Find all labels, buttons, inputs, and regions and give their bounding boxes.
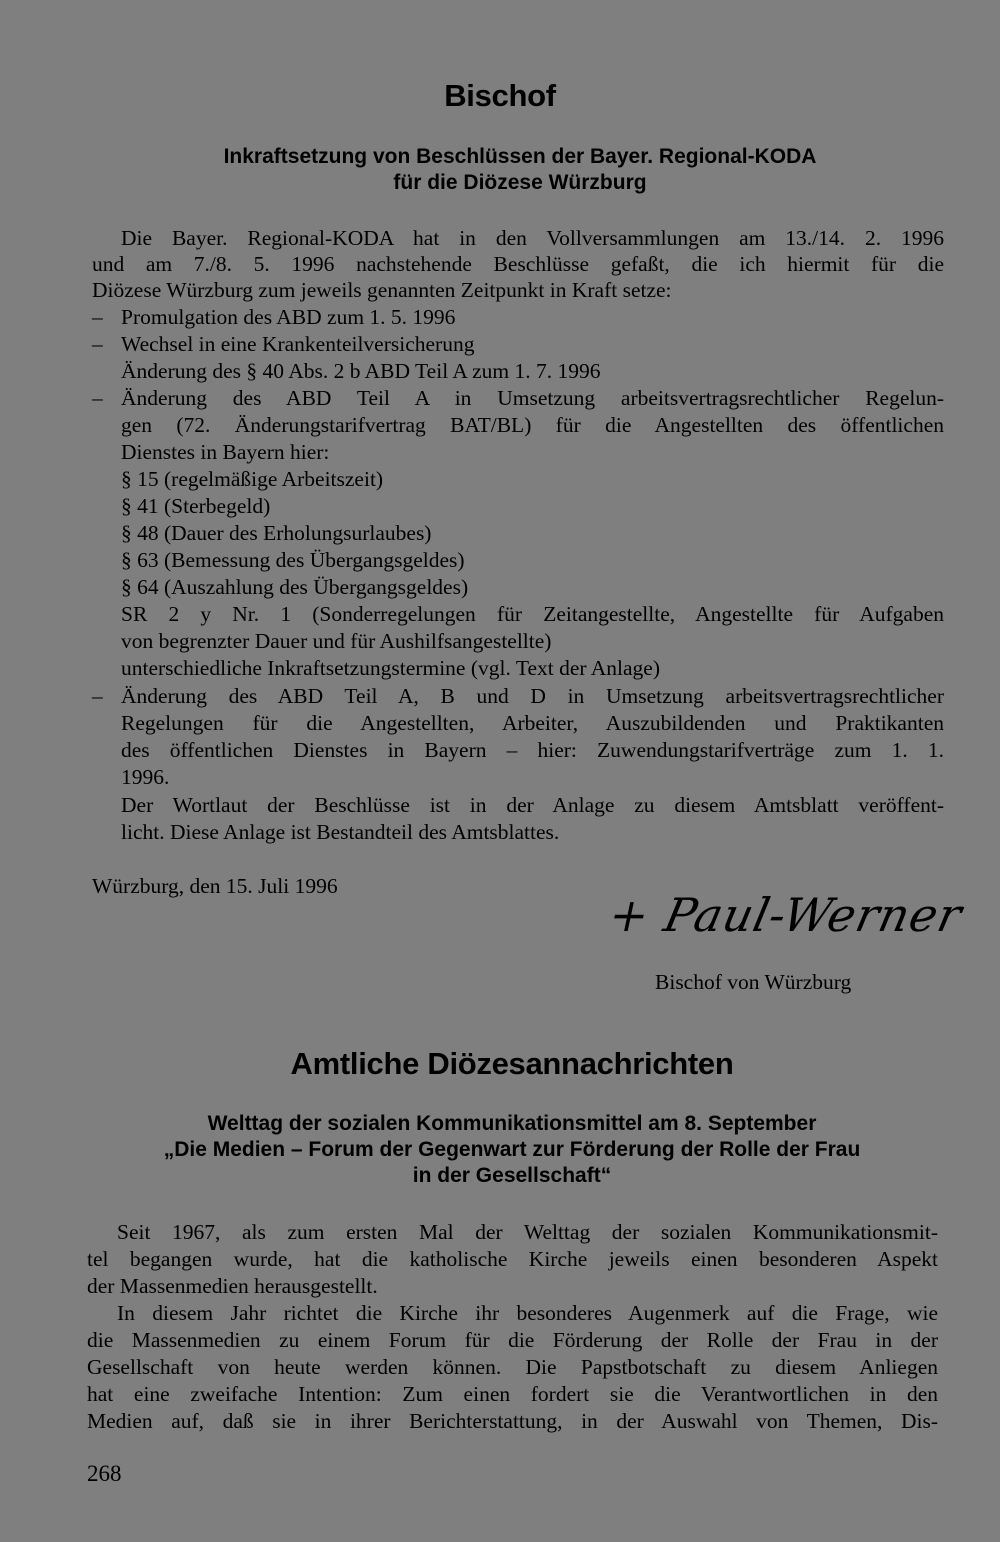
subheading-line: „Die Medien – Forum der Gegenwart zur Förderung der Rolle der Frau xyxy=(163,1138,861,1161)
subheading-line: Inkraftsetzung von Beschlüssen der Bayer. Regional-KODA xyxy=(223,145,817,168)
paragraph-ref: § 64 (Auszahlung des Übergangsgeldes) xyxy=(121,575,469,599)
body-line: In diesem Jahr richtet die Kirche ihr besonderes Augenmerk auf die Frage, wie xyxy=(117,1301,938,1325)
list-item-continuation: unterschiedliche Inkraftsetzungstermine (vgl. Text der Anlage) xyxy=(121,656,660,680)
section-heading-dioezesannachrichten: Amtliche Diözesannachrichten xyxy=(290,1046,734,1081)
list-item-continuation: Regelungen für die Angestellten, Arbeiter, Auszubildenden und Praktikanten xyxy=(121,711,944,735)
list-item-continuation: des öffentlichen Dienstes in Bayern – hier: Zuwendungstarifverträge zum 1. 1. xyxy=(121,738,944,762)
signature: + Paul-Werner xyxy=(604,888,968,942)
subheading-line: für die Diözese Würzburg xyxy=(393,171,647,194)
place-date: Würzburg, den 15. Juli 1996 xyxy=(92,874,338,898)
paragraph-ref: § 41 (Sterbegeld) xyxy=(121,494,271,518)
paragraph-ref: § 63 (Bemessung des Übergangsgeldes) xyxy=(121,548,465,572)
section-subheading-welttag xyxy=(0,1111,1000,1189)
list-dash: – xyxy=(92,684,103,708)
list-item-continuation: Dienstes in Bayern hier: xyxy=(121,440,330,464)
subheading-line: in der Gesellschaft“ xyxy=(412,1164,612,1187)
section-subheading-koda xyxy=(0,144,1000,196)
body-line: Gesellschaft von heute werden können. Die Papstbotschaft zu diesem Anliegen xyxy=(87,1355,938,1379)
body-line: Der Wortlaut der Beschlüsse ist in der Anlage zu diesem Amtsblatt veröffent- xyxy=(121,793,944,817)
paragraph-ref: § 48 (Dauer des Erholungsurlaubes) xyxy=(121,521,432,545)
subheading-line: Welttag der sozialen Kommunikationsmittel am 8. September xyxy=(207,1112,817,1135)
list-item-continuation: Änderung des § 40 Abs. 2 b ABD Teil A zum 1. 7. 1996 xyxy=(121,359,601,383)
body-line: tel begangen wurde, hat die katholische Kirche jeweils einen besonderen Aspekt xyxy=(87,1247,938,1271)
list-item-continuation: gen (72. Änderungstarifvertrag BAT/BL) für die Angestellten des öffentlichen xyxy=(121,413,944,437)
section-heading-bischof: Bischof xyxy=(444,78,556,113)
list-item-continuation: von begrenzter Dauer und für Aushilfsangestellte) xyxy=(121,629,552,653)
body-line: und am 7./8. 5. 1996 nachstehende Beschlüsse gefaßt, die ich hiermit für die xyxy=(92,252,944,276)
body-line: die Massenmedien zu einem Forum für die Förderung der Rolle der Frau in der xyxy=(87,1328,938,1352)
list-dash: – xyxy=(92,332,103,356)
body-line: Medien auf, daß sie in ihrer Berichterstattung, in der Auswahl von Themen, Dis- xyxy=(87,1409,938,1433)
paragraph-ref: § 15 (regelmäßige Arbeitszeit) xyxy=(121,467,384,491)
list-item: Änderung des ABD Teil A in Umsetzung arbeitsvertragsrechtlicher Regelun- xyxy=(121,386,944,410)
body-line: Seit 1967, als zum ersten Mal der Welttag der sozialen Kommunikationsmit- xyxy=(117,1220,938,1244)
signature-title: Bischof von Würzburg xyxy=(655,970,852,994)
list-item: Änderung des ABD Teil A, B und D in Umsetzung arbeitsvertragsrechtlicher xyxy=(121,684,944,708)
body-line: licht. Diese Anlage ist Bestandteil des Amtsblattes. xyxy=(121,820,560,844)
list-item-continuation: SR 2 y Nr. 1 (Sonderregelungen für Zeitangestellte, Angestellte für Aufgaben xyxy=(121,602,944,626)
list-dash: – xyxy=(92,386,103,410)
body-line: Diözese Würzburg zum jeweils genannten Zeitpunkt in Kraft setze: xyxy=(92,278,672,302)
body-line: der Massenmedien herausgestellt. xyxy=(87,1274,378,1298)
body-line: Die Bayer. Regional-KODA hat in den Vollversammlungen am 13./14. 2. 1996 xyxy=(121,226,944,250)
page-number: 268 xyxy=(87,1461,122,1486)
list-item: Wechsel in eine Krankenteilversicherung xyxy=(121,332,475,356)
list-item-continuation: 1996. xyxy=(121,765,170,789)
list-dash: – xyxy=(92,305,103,329)
list-item: Promulgation des ABD zum 1. 5. 1996 xyxy=(121,305,456,329)
body-line: hat eine zweifache Intention: Zum einen fordert sie die Verantwortlichen in den xyxy=(87,1382,938,1406)
